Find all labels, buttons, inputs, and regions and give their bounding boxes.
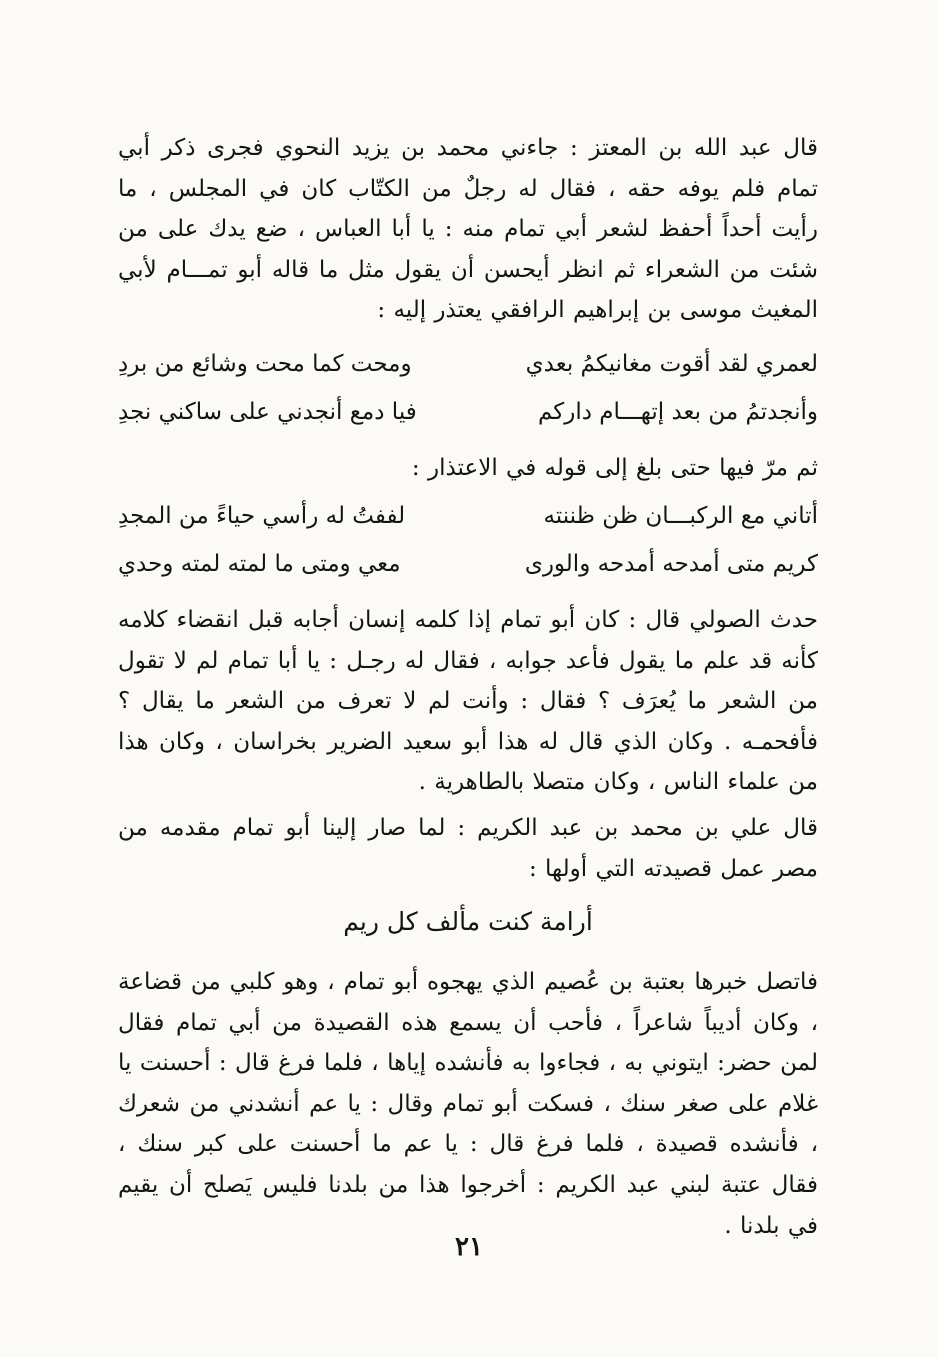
paragraph-utba — [118, 962, 818, 1246]
page-number: ٢١ — [455, 1232, 483, 1262]
verse-line-2 — [118, 388, 818, 436]
verses-group-2 — [118, 492, 818, 588]
verses-group-1 — [118, 340, 818, 436]
paragraph-ali-bin-muhammad — [118, 808, 818, 889]
verse-second-hemistich: فيا دمع أنجدني على ساكني نجدِ — [118, 399, 417, 425]
paragraph-transition — [118, 448, 818, 489]
paragraph-text: حدث الصولي قال : كان أبو تمام إذا كلمه إنسان أجابه قبل انقضاء كلامه كأنه قد علم ما يقول فأعد جوابه ، فقال له رجـل : يا أبا تمام لم لا تقول من الشعر ما يُعرَف ؟ فقال : وأنت لم لا تعرف من الشعر ما يقال ؟ فأفحمـه . وكان الذي قال له هذا أبو سعيد الضرير بخراسان ، وكان هذا من علماء الناس ، وكان متصلا بالطاهرية . — [118, 607, 818, 796]
verse-second-hemistich: معي ومتى ما لمته لمته وحدي — [118, 551, 401, 577]
centered-verse: أرامة كنت مألف كل ريم — [343, 907, 593, 936]
verse-line-3 — [118, 492, 818, 540]
paragraph-text: ثم مرّ فيها حتى بلغ إلى قوله في الاعتذار : — [411, 455, 818, 481]
verse-first-hemistich: وأنجدتمُ من بعد إتهـــام داركم — [537, 399, 818, 425]
verse-first-hemistich: أتاني مع الركبـــان ظن ظننته — [543, 503, 818, 529]
paragraph-ibn-al-mutazz — [118, 128, 818, 331]
verse-line-4 — [118, 540, 818, 588]
paragraph-al-suli — [118, 600, 818, 803]
verse-second-hemistich: لففتُ له رأسي حياءً من المجدِ — [118, 503, 406, 529]
paragraph-text: قال علي بن محمد بن عبد الكريم : لما صار إلينا أبو تمام مقدمه من مصر عمل قصيدته التي أولها : — [118, 815, 818, 882]
verse-first-hemistich: لعمري لقد أقوت مغانيكمُ بعدي — [525, 351, 818, 377]
verse-first-hemistich: كريم متى أمدحه أمدحه والورى — [524, 551, 818, 577]
paragraph-text: فاتصل خبرها بعتبة بن عُصيم الذي يهجوه أبو تمام ، وهو كلبي من قضاعة ، وكان أديباً شاعراً ، فأحب أن يسمع هذه القصيدة من أبي تمام فقال لمن حضر: ايتوني به ، فجاءوا به فأنشده إياها ، فلما فرغ قال : أحسنت يا غلام على صغر سنك ، فسكت أبو تمام وقال : يا عم أنشدني من شعرك ، فأنشده قصيدة ، فلما فرغ قال : يا عم ما أحسنت على كبر سنك ، فقال عتبة لبني عبد الكريم : أخرجوا هذا من بلدنا فليس يَصلح أن يقيم في بلدنا . — [118, 969, 818, 1239]
paragraph-text: قال عبد الله بن المعتز : جاءني محمد بن يزيد النحوي فجرى ذكر أبي تمام فلم يوفه حقه ، فقال له رجلٌ من الكتّاب كان في المجلس ، ما رأيت أحداً أحفظ لشعر أبي تمام منه : يا أبا العباس ، ضع يدك على من شئت من الشعراء ثم انظر أيحسن أن يقول مثل ما قاله أبو تمـــام لأبي المغيث موسى بن إبراهيم الرافقي يعتذر إليه : — [118, 135, 818, 324]
verse-line-1 — [118, 340, 818, 388]
verse-second-hemistich: ومحت كما محت وشائع من بردِ — [118, 351, 412, 377]
